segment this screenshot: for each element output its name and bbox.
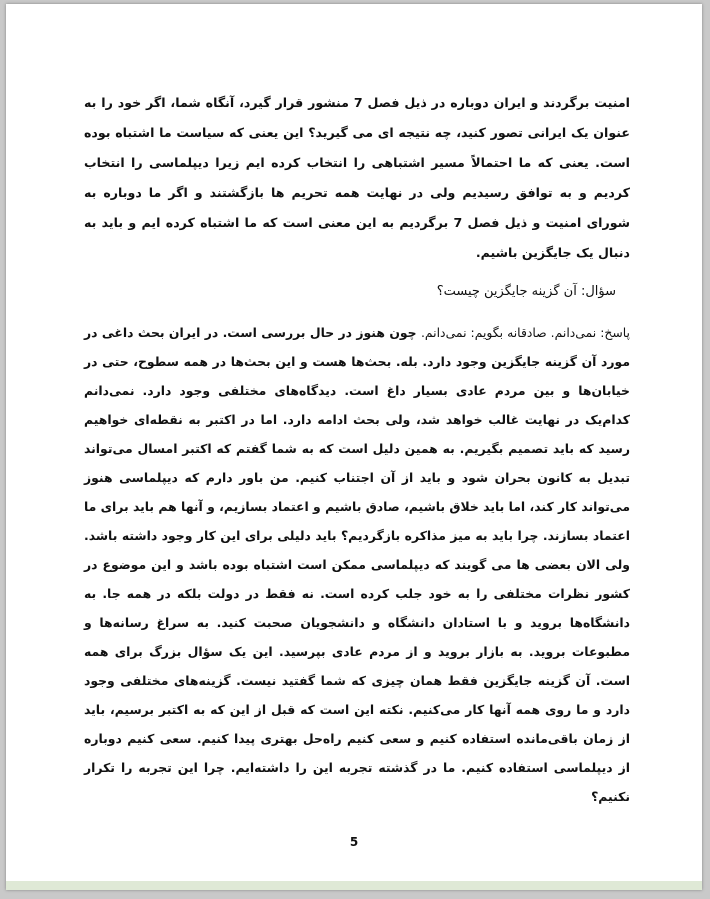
page-number: 5 <box>349 835 359 849</box>
answer-lead: پاسخ: نمی‌دانم. صادقانه بگویم: نمی‌دانم. <box>420 325 630 340</box>
document-page <box>6 4 702 890</box>
answer-body: چون هنوز در حال بررسی است. در ایران بحث داغی در مورد آن گزینه جایگزین وجود دارد. بله. بحث‌ها هست و این بحث‌ها در همه سطوح، حتی در خیابان‌ها و بین مردم عادی بسیار داغ است. دیدگاه‌های مختلفی وجود دارد. نمی‌دانم کدام‌یک در نهایت غالب خواهد شد، ولی بحث ادامه دارد. اما در اکتبر به نقطه‌ای خواهیم رسید که باید تصمیم بگیریم. به همین دلیل است که به شما گفتم که اکتبر امسال می‌تواند تبدیل به کانون بحران شود و باید از آن اجتناب کنیم. من باور دارم که دیپلماسی هنوز می‌تواند کار کند، اما باید خلاق باشیم، صادق باشیم و اعتماد بسازیم، و آنها هم باید برای ما اعتماد بسازند. چرا باید به میز مذاکره بازگردیم؟ باید دلیلی برای این کار وجود داشته باشد. ولی الان بعضی ها می گویند که دیپلماسی ممکن است اشتباه بوده باشد و این موضوع در کشور نظرات مختلفی را به خود جلب کرده است. نه فقط در دولت بلکه در همه جا. به دانشگاه‌ها بروید و با استادان دانشگاه و دانشجویان صحبت کنید. به سراغ رسانه‌ها و مطبوعات بروید. به بازار بروید و از مردم عادی بپرسید. این یک سؤال بزرگ برای همه است. آن گزینه جایگزین فقط همان چیزی که شما گفتید نیست. گزینه‌های مختلفی وجود دارد و ما روی همه آنها کار می‌کنیم. نکته این است که قبل از این که به اکتبر برسیم، باید از زمان باقی‌مانده استفاده کنیم و سعی کنیم راه‌حل بهتری پیدا کنیم. سعی کنیم دوباره از دیپلماسی استفاده کنیم. ما در گذشته تجربه این را داشته‌ایم. چرا این تجربه را تکرار نکنیم؟ <box>84 325 630 804</box>
question-heading: سؤال: آن گزینه جایگزین چیست؟ <box>436 284 616 299</box>
answer-paragraph <box>84 318 630 811</box>
page-bottom-strip <box>6 881 702 890</box>
paragraph-continuation: امنیت برگردند و ایران دوباره در ذیل فصل 7 منشور قرار گیرد، آنگاه شما، اگر خود را به عنوان یک ایرانی تصور کنید، چه نتیجه ای می گیرید؟ این یعنی که سیاست ما اشتباه بوده است. یعنی که ما احتمالاً مسیر اشتباهی را انتخاب کرده ایم زیرا دیپلماسی را انتخاب کردیم و به توافق رسیدیم ولی در نهایت همه تحریم ها بازگشتند و اگر ما دوباره به شورای امنیت و ذیل فصل 7 برگردیم به این معنی است که ما اشتباه کرده ایم و باید به دنبال یک جایگزین باشیم. <box>84 95 630 260</box>
